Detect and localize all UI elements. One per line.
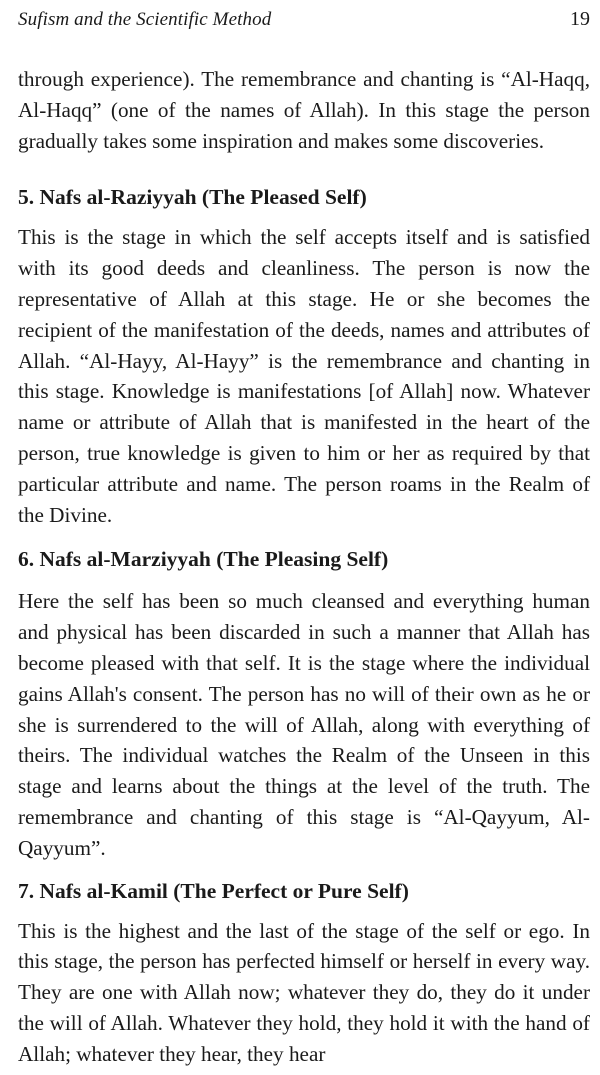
page-number: 19 — [570, 8, 590, 30]
paragraph-nafs-al-kamil: This is the highest and the last of the stage of the self or ego. In this stage, the person has perfected himself or herself in every way. They are one with Allah now; whatever they do, they do it under the will of Allah. Whatever they hold, they hold it with the hand of Allah; whatever they hear, they hear — [18, 918, 590, 1066]
running-head — [18, 0, 590, 40]
paragraph-continued: through experience). The remembrance and chanting is “Al-Haqq, Al-Haqq” (one of the names of Allah). In this stage the person gradually takes some inspiration and makes some discoveries. — [18, 67, 590, 153]
section-heading-nafs-al-raziyyah: 5. Nafs al-Raziyyah (The Pleased Self) — [18, 185, 367, 210]
section-heading-nafs-al-kamil: 7. Nafs al-Kamil (The Perfect or Pure Self) — [18, 878, 409, 903]
section-heading-nafs-al-marziyyah: 6. Nafs al-Marziyyah (The Pleasing Self) — [18, 547, 389, 572]
paragraph-nafs-al-raziyyah: This is the stage in which the self accepts itself and is satisfied with its good deeds and cleanliness. The person is now the representative of Allah at this stage. He or she becomes the recipient of the manifestation of the deeds, names and attributes of Allah. “Al-Hayy, Al-Hayy” is the remembrance and chanting in this stage. Knowledge is manifestations [of Allah] now. Whatever name or attribute of Allah that is manifested in the heart of the person, true knowledge is given to him or her as required by that particular attribute and name. The person roams in the Realm of the Divine. — [18, 225, 590, 527]
running-title: Sufism and the Scientific Method — [18, 9, 272, 30]
book-page — [18, 0, 590, 1075]
paragraph-nafs-al-marziyyah: Here the self has been so much cleansed and everything human and physical has been discarded in such a manner that Allah has become pleased with that self. It is the stage where the individual gains Allah's consent. The person has no will of their own as he or she is surrendered to the will of Allah, along with everything of theirs. The individual watches the Realm of the Unseen in this stage and learns about the things at the level of the truth. The remembrance and chanting of this stage is “Al-Qayyum, Al-Qayyum”. — [18, 589, 590, 860]
